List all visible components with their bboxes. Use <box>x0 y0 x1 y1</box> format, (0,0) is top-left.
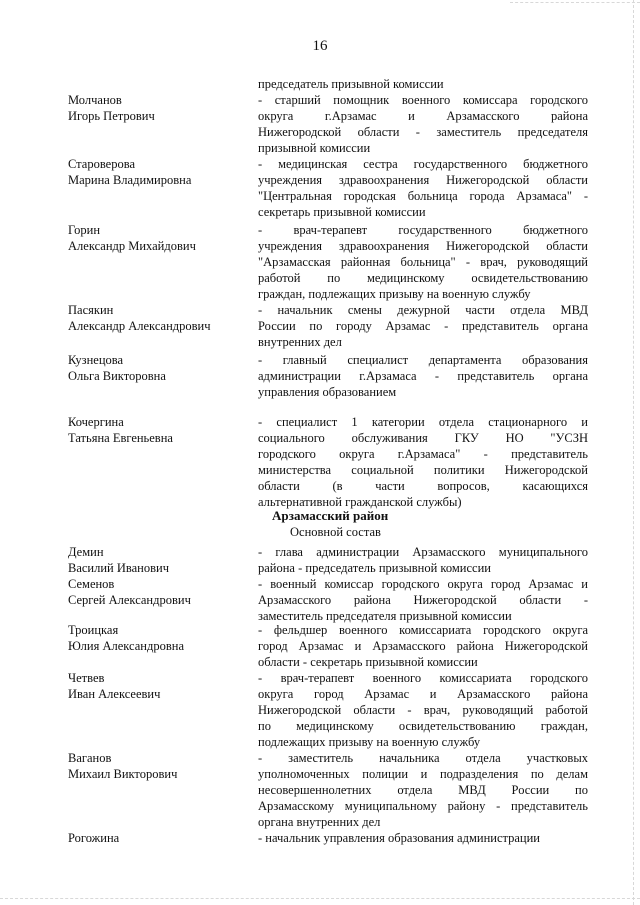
role-line: подлежащих призыву на военную службу <box>258 735 481 749</box>
role-line: "Арзамасская районная больница" - врач, руководящий <box>258 255 588 269</box>
role-line: - фельдшер военного комиссариата городского округа <box>258 623 588 637</box>
scan-edge-top <box>510 2 640 4</box>
role-line: России по городу Арзамас - представитель органа <box>258 319 588 333</box>
member-surname: Молчанов <box>68 93 122 107</box>
member-given-names: Ольга Викторовна <box>68 369 166 383</box>
role-line: - начальник смены дежурной части отдела МВД <box>258 303 588 317</box>
role-line: - врач-терапевт военного комиссариата городского <box>258 671 588 685</box>
member-surname: Кузнецова <box>68 353 124 367</box>
role-line: округа город Арзамас и Арзамасского района <box>258 687 588 701</box>
role-line: заместитель председателя призывной комиссии <box>258 609 512 623</box>
member-name <box>68 670 254 702</box>
role-line: области (в части вопросов, касающихся <box>258 479 588 493</box>
member-surname: Староверова <box>68 157 135 171</box>
member-given-names: Михаил Викторович <box>68 767 178 781</box>
role-line: - врач-терапевт государственного бюджетного <box>258 223 588 237</box>
role-line: секретарь призывной комиссии <box>258 205 426 219</box>
role-line: - старший помощник военного комиссара городского <box>258 93 588 107</box>
member-given-names: Юлия Александровна <box>68 639 184 653</box>
member-name <box>68 750 254 782</box>
role-line: альтернативной гражданской службы) <box>258 495 462 509</box>
member-name <box>68 622 254 654</box>
role-line: социального обслуживания ГКУ НО "УСЗН <box>258 431 588 445</box>
role-line: управления образованием <box>258 385 397 399</box>
member-role <box>258 414 588 510</box>
role-line: учреждения здравоохранения Нижегородской области <box>258 173 588 187</box>
member-surname: Четвев <box>68 671 105 685</box>
member-surname: Кочергина <box>68 415 124 429</box>
role-line: призывной комиссии <box>258 141 371 155</box>
member-surname: Горин <box>68 223 101 237</box>
member-name <box>68 302 254 334</box>
role-line: уполномоченных полиции и подразделения по делам <box>258 767 588 781</box>
role-line: городского округа г.Арзамаса" - представитель <box>258 447 588 461</box>
member-given-names: Сергей Александрович <box>68 593 191 607</box>
member-given-names: Иван Алексеевич <box>68 687 161 701</box>
role-line: несовершеннолетних отдела МВД России по <box>258 783 588 797</box>
member-given-names: Игорь Петрович <box>68 109 155 123</box>
member-role <box>258 156 588 220</box>
role-line: граждан, подлежащих призыву на военную службу <box>258 287 531 301</box>
member-role <box>258 830 588 846</box>
role-line: - начальник управления образования администрации <box>258 831 540 845</box>
member-name <box>68 544 254 576</box>
role-line: администрации г.Арзамаса - представитель органа <box>258 369 588 383</box>
member-surname: Ваганов <box>68 751 112 765</box>
scan-edge-bottom <box>0 897 640 899</box>
member-name <box>68 156 254 188</box>
member-given-names: Татьяна Евгеньевна <box>68 431 173 445</box>
role-line: Арзамасскому муниципальному району - представитель <box>258 799 588 813</box>
member-name <box>68 576 254 608</box>
role-line: - военный комиссар городского округа город Арзамас и <box>258 577 588 591</box>
member-role <box>258 92 588 156</box>
role-line: - специалист 1 категории отдела стационарного и <box>258 415 588 429</box>
member-surname: Пасякин <box>68 303 114 317</box>
role-line: - глава администрации Арзамасского муниципального <box>258 545 588 559</box>
role-line: - заместитель начальника отдела участковых <box>258 751 588 765</box>
member-surname: Демин <box>68 545 104 559</box>
district-title: Арзамасский район <box>272 508 389 523</box>
member-role <box>258 222 588 302</box>
member-role <box>258 352 588 400</box>
role-line: - медицинская сестра государственного бюджетного <box>258 157 588 171</box>
member-surname: Троицкая <box>68 623 119 637</box>
member-name <box>68 830 254 846</box>
role-line: Арзамасского района Нижегородской области - <box>258 593 588 607</box>
member-surname: Семенов <box>68 577 115 591</box>
role-line: "Центральная городская больница города Арзамаса" - <box>258 189 588 203</box>
member-role <box>258 576 588 624</box>
member-role <box>258 750 588 830</box>
member-name <box>68 414 254 446</box>
member-given-names: Василий Иванович <box>68 561 169 575</box>
intro-line: председатель призывной комиссии <box>258 77 444 91</box>
role-line: по медицинскому освидетельствованию граждан, <box>258 719 588 733</box>
member-role <box>258 302 588 350</box>
scan-edge-right <box>632 0 634 905</box>
role-line: Нижегородской области - врач, руководящий работой <box>258 703 588 717</box>
role-line: - главный специалист департамента образования <box>258 353 588 367</box>
role-line: области - секретарь призывной комиссии <box>258 655 478 669</box>
district-subtitle: Основной состав <box>290 525 381 539</box>
member-given-names: Александр Михайдович <box>68 239 196 253</box>
member-name <box>68 222 254 254</box>
member-given-names: Александр Александрович <box>68 319 211 333</box>
role-line: министерства социальной политики Нижегородской <box>258 463 588 477</box>
member-role <box>258 544 588 576</box>
member-name <box>68 92 254 124</box>
role-line: внутренних дел <box>258 335 342 349</box>
member-role <box>258 670 588 750</box>
member-surname: Рогожина <box>68 831 120 845</box>
role-line: района - председатель призывной комиссии <box>258 561 491 575</box>
role-line: Нижегородской области - заместитель председателя <box>258 125 588 139</box>
role-line: город Арзамас и Арзамасского района Нижегородской <box>258 639 588 653</box>
role-line: округа г.Арзамас и Арзамасского района <box>258 109 588 123</box>
member-given-names: Марина Владимировна <box>68 173 192 187</box>
role-line: работой по медицинскому освидетельствованию <box>258 271 588 285</box>
role-line: органа внутренних дел <box>258 815 381 829</box>
member-role <box>258 622 588 670</box>
page-number: 16 <box>312 38 328 54</box>
member-name <box>68 352 254 384</box>
role-line: учреждения здравоохранения Нижегородской области <box>258 239 588 253</box>
